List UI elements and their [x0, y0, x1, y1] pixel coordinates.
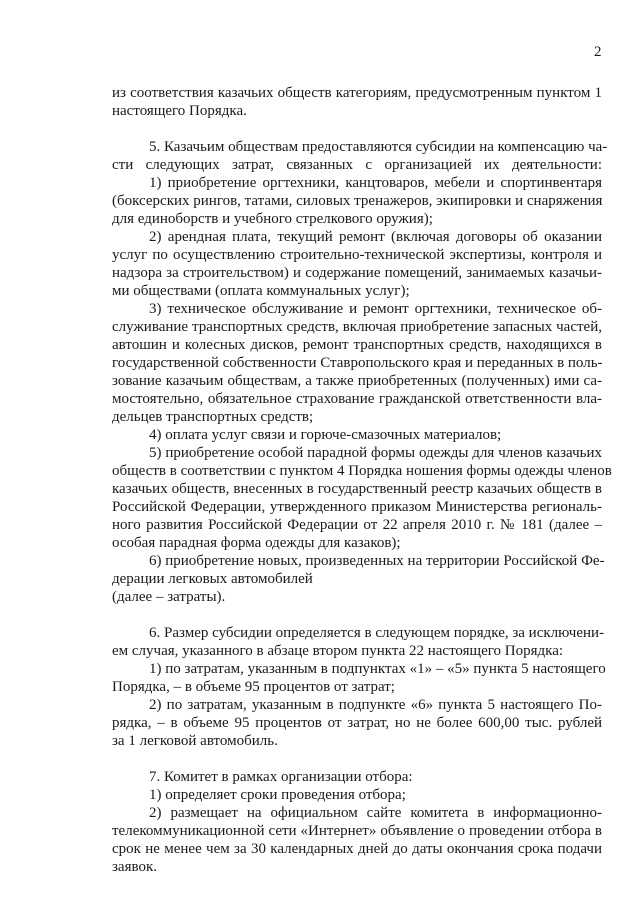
text-line: 7. Комитет в рамках организации отбора: — [149, 769, 413, 785]
text-line: телекоммуникационной сети «Интернет» объявление о проведении отбора в — [112, 823, 602, 839]
text-line: Российской Федерации, утвержденного приказом Министерства региональ- — [112, 499, 602, 515]
text-line: из соответствия казачьих обществ категориям, предусмотренным пунктом 1 — [112, 85, 602, 101]
text-line: (далее – затраты). — [112, 589, 226, 605]
text-line: надзора за строительством) и содержание помещений, занимаемых казачьи- — [112, 265, 602, 281]
text-line: мостоятельно, обязательное страхование гражданской ответственности вла- — [112, 391, 602, 407]
text-line: 2) размещает на официальном сайте комитета в информационно- — [149, 805, 602, 821]
text-line: рядка, – в объеме 95 процентов от затрат, но не более 600,00 тыс. рублей — [112, 715, 602, 731]
text-line: 5) приобретение особой парадной формы одежды для членов казачьих — [149, 445, 602, 461]
text-line: срок не менее чем за 30 календарных дней до даты окончания срока подачи — [112, 841, 602, 857]
text-line: ем случая, указанного в абзаце втором пункта 22 настоящего Порядка: — [112, 643, 564, 659]
text-line: 1) определяет сроки проведения отбора; — [149, 787, 406, 803]
text-line: государственной собственности Ставропольского края и переданных в поль- — [112, 355, 603, 371]
text-line: 3) техническое обслуживание и ремонт оргтехники, техническое об- — [149, 301, 602, 317]
text-line: 4) оплата услуг связи и горюче-смазочных материалов; — [149, 427, 502, 443]
text-line: автошин и колесных дисков, ремонт транспортных средств, находящихся в — [112, 337, 602, 353]
text-line: заявок. — [112, 859, 157, 875]
text-line: 6. Размер субсидии определяется в следующем порядке, за исключени- — [149, 625, 605, 641]
text-line: настоящего Порядка. — [112, 103, 247, 119]
text-line: 5. Казачьим обществам предоставляются субсидии на компенсацию ча- — [149, 139, 608, 155]
text-line: казачьих обществ, внесенных в государственный реестр казачьих обществ в — [112, 481, 602, 497]
text-line: 1) по затратам, указанным в подпунктах «1» – «5» пункта 5 настоящего — [149, 661, 606, 677]
text-line: дельцев транспортных средств; — [112, 409, 314, 425]
page-number: 2 — [594, 44, 602, 60]
text-line: услуг по осуществлению строительно-технической экспертизы, контроля и — [112, 247, 602, 263]
text-line: ного развития Российской Федерации от 22 апреля 2010 г. № 181 (далее – — [112, 517, 602, 533]
text-line: Порядка, – в объеме 95 процентов от затрат; — [112, 679, 395, 695]
text-line: зование казачьим обществам, а также приобретенных (полученных) ими са- — [112, 373, 602, 389]
text-line: 1) приобретение оргтехники, канцтоваров, мебели и спортинвентаря — [149, 175, 602, 191]
text-line: дерации легковых автомобилей — [112, 571, 313, 587]
text-line: сти следующих затрат, связанных с организацией их деятельности: — [112, 157, 602, 173]
text-line: особая парадная форма одежды для казаков); — [112, 535, 401, 551]
text-line: служивание транспортных средств, включая приобретение запасных частей, — [112, 319, 602, 335]
text-line: 2) арендная плата, текущий ремонт (включая договоры об оказании — [149, 229, 602, 245]
text-line: обществ в соответствии с пунктом 4 Порядка ношения формы одежды членов — [112, 463, 612, 479]
text-line: ми обществами (оплата коммунальных услуг); — [112, 283, 410, 299]
text-line: за 1 легковой автомобиль. — [112, 733, 278, 749]
text-line: 2) по затратам, указанным в подпункте «6» пункта 5 настоящего По- — [149, 697, 602, 713]
text-line: 6) приобретение новых, произведенных на территории Российской Фе- — [149, 553, 605, 569]
text-line: (боксерских рингов, татами, силовых тренажеров, экипировки и снаряжения — [112, 193, 603, 209]
text-line: для единоборств и учебного стрелкового оружия); — [112, 211, 433, 227]
